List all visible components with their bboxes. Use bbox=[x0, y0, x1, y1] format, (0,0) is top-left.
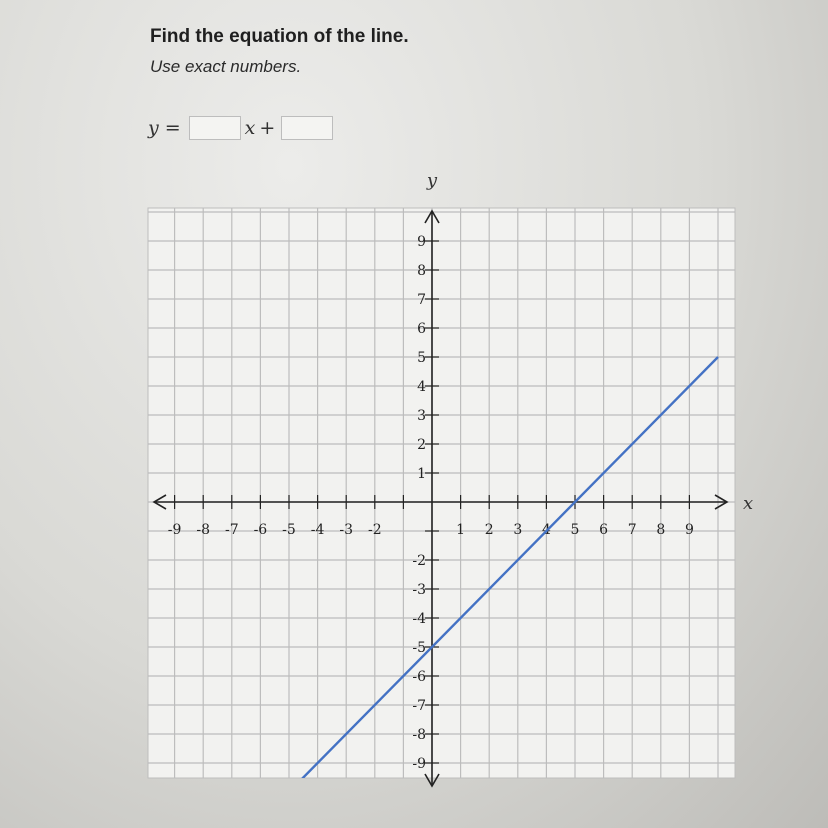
question-title: Find the equation of the line. bbox=[150, 26, 409, 47]
x-tick-label: -4 bbox=[310, 522, 325, 538]
x-tick-label: 5 bbox=[570, 522, 580, 538]
x-tick-label: 3 bbox=[513, 522, 523, 538]
x-tick-label: 4 bbox=[541, 522, 551, 538]
x-tick-label: 2 bbox=[484, 522, 494, 538]
y-tick-label: -8 bbox=[412, 727, 426, 743]
question-instruction: Use exact numbers. bbox=[150, 57, 302, 76]
x-tick-label: -7 bbox=[224, 522, 239, 538]
x-tick-label: 9 bbox=[684, 522, 694, 538]
y-tick-label: 2 bbox=[417, 437, 426, 453]
y-tick-label: -7 bbox=[412, 698, 426, 714]
y-tick-label: -5 bbox=[412, 640, 426, 656]
equation-x-label: x bbox=[244, 117, 256, 139]
plot-area bbox=[148, 208, 735, 778]
x-tick-label: -8 bbox=[196, 522, 211, 538]
y-tick-label: 5 bbox=[417, 350, 426, 366]
y-axis-label: y bbox=[426, 170, 438, 191]
y-tick-label: 9 bbox=[417, 234, 426, 250]
x-tick-label: 7 bbox=[627, 522, 637, 538]
x-tick-label: -5 bbox=[282, 522, 296, 538]
y-tick-label: 1 bbox=[417, 466, 426, 482]
y-tick-label: 8 bbox=[417, 263, 426, 279]
y-tick-label: -9 bbox=[412, 756, 426, 772]
y-tick-label: -3 bbox=[412, 582, 426, 598]
equation-plus: + bbox=[259, 117, 276, 139]
x-tick-label: 6 bbox=[599, 522, 609, 538]
x-tick-label: -6 bbox=[253, 522, 268, 538]
equation-y-label: y bbox=[148, 117, 159, 139]
equation-equals: = bbox=[164, 117, 181, 139]
y-tick-label: -2 bbox=[412, 553, 426, 569]
y-tick-label: -6 bbox=[412, 669, 426, 685]
x-tick-label: -2 bbox=[367, 522, 382, 538]
x-axis-label: x bbox=[743, 493, 754, 514]
y-tick-label: 7 bbox=[417, 292, 426, 308]
y-tick-label: 6 bbox=[417, 321, 426, 337]
y-tick-label: 4 bbox=[417, 379, 426, 395]
x-tick-label: -3 bbox=[339, 522, 354, 538]
x-tick-label: 1 bbox=[456, 522, 466, 538]
x-tick-label: 8 bbox=[656, 522, 666, 538]
y-tick-label: -4 bbox=[412, 611, 426, 627]
y-tick-label: 3 bbox=[417, 408, 426, 424]
x-tick-label: -9 bbox=[167, 522, 182, 538]
